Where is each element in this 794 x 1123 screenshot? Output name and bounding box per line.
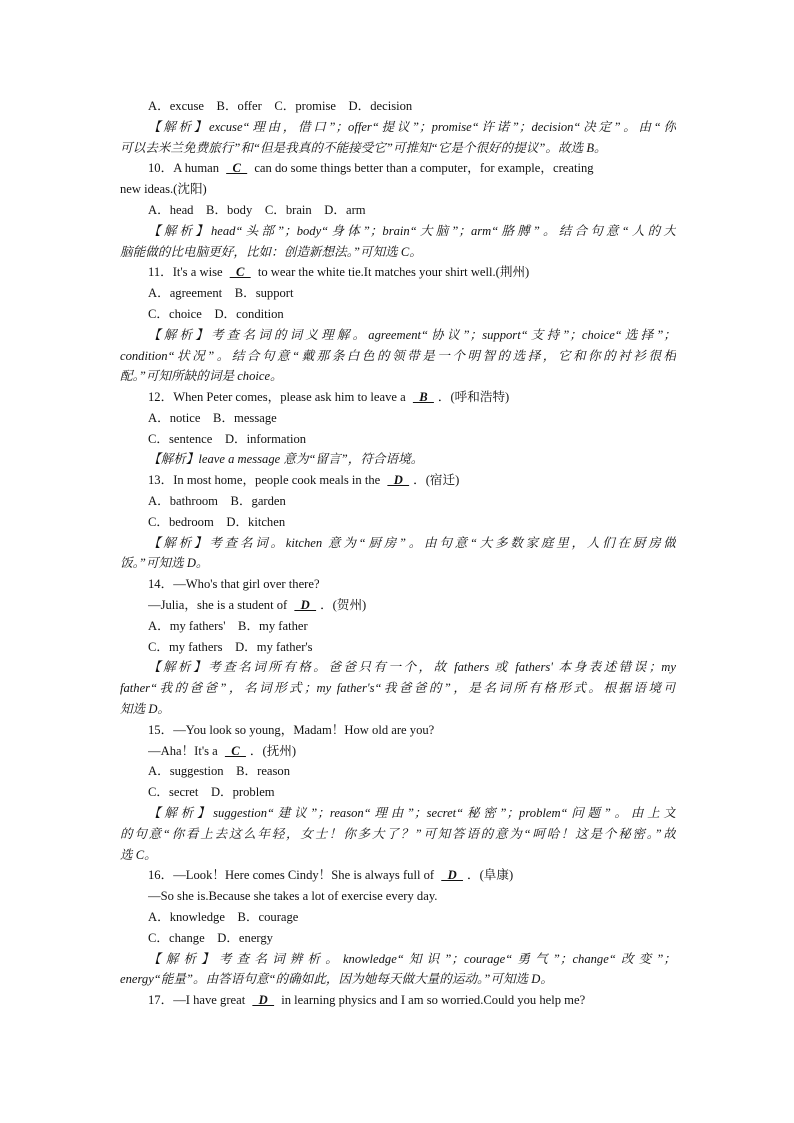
q15-answer-blank: C [224,744,246,758]
q12-analysis: 【解析】leave a message 意为“留言”，符合语境。 [148,452,424,466]
q11-answer-blank: C [229,265,251,279]
q12-answer-blank: B [412,390,434,404]
q17-post: in learning physics and I am so worried.Could you help me? [278,993,586,1007]
q16-pre: 16．—Look！Here comes Cindy！She is always full of [148,868,438,882]
q13-options-cd: C．bedroom D．kitchen [148,515,286,529]
q15-question: 15．—You look so young，Madam！How old are you? [148,723,435,737]
q13-post: ．(宿迁) [413,473,460,487]
q16-reply: —So she is.Because she takes a lot of exercise every day. [148,889,438,903]
q15-options-cd: C．secret D．problem [148,785,275,799]
q10-answer-blank: C [226,161,248,175]
q9-options: A．excuse B．offer C．promise D．decision [148,99,413,113]
q15-analysis-line-3: 选 C。 [120,848,157,862]
q15-options-ab: A．suggestion B．reason [148,764,291,778]
q10-pre: 10．A human [148,161,223,175]
q10-question [148,158,676,179]
q12-post: ．(呼和浩特) [437,390,510,404]
q9-analysis-line-1: 【解析】excuse“理由，借口”；offer“提议”；promise“许诺”；decision“决定”。由“你 [148,120,676,134]
q16-answer-blank: D [441,868,463,882]
q11-question [148,262,676,283]
q15-pre: —Aha！It's a [148,744,221,758]
q16-analysis-line-2: energy“能量”。由答语句意“的确如此，因为她每天做大量的运动。”可知选 D。 [120,972,553,986]
q17-pre: 17．—I have great [148,993,249,1007]
q16-options-ab: A．knowledge B．courage [148,910,299,924]
q13-question [148,470,676,491]
q11-analysis-line-2: condition“状况”。结合句意“戴那条白色的领带是一个明智的选择，它和你的衬衫很相 [120,349,676,363]
q11-options-ab: A．agreement B．support [148,286,294,300]
q13-pre: 13．In most home，people cook meals in the [148,473,384,487]
q10-analysis-line-2: 脑能做的比电脑更好，比如：创造新想法。”可知选 C。 [120,245,422,259]
q14-analysis-line-2: father“我的爸爸”，名词形式；my father's“我爸爸的”，是名词所有格形式。根据语境可 [120,681,676,695]
q13-answer-blank: D [387,473,410,487]
q12-pre: 12．When Peter comes，please ask him to leave a [148,390,409,404]
q17-question [148,990,676,1011]
q17-answer-blank: D [252,993,275,1007]
q14-options-ab: A．my fathers' B．my father [148,619,308,633]
q14-pre: —Julia，she is a student of [148,598,291,612]
q13-analysis-line-2: 饭。”可知选 D。 [120,556,209,570]
q12-question [148,387,676,408]
q16-post: ．(阜康) [466,868,514,882]
q10-analysis-line-1: 【解析】head“头部”；body“身体”；brain“大脑”；arm“胳膊”。结合句意“人的大 [148,224,676,238]
q16-options-cd: C．change D．energy [148,931,273,945]
q14-answer-line [148,595,676,616]
q14-answer-blank: D [294,598,317,612]
q11-analysis-line-1: 【解析】考查名词的词义理解。agreement“协议”；support“支持”；choice“选择”； [148,328,676,342]
q12-options-ab: A．notice B．message [148,411,277,425]
q14-analysis-line-3: 知选 D。 [120,702,171,716]
q10-question-cont: new ideas.(沈阳) [120,182,207,196]
q16-analysis-line-1: 【解析】考查名词辨析。knowledge“知识”；courage“勇气”；change“改变”； [148,952,676,966]
q11-post: to wear the white tie.It matches your shirt well.(荆州) [254,265,530,279]
q14-post: ．(贺州) [320,598,367,612]
q10-options: A．head B．body C．brain D．arm [148,203,366,217]
q13-options-ab: A．bathroom B．garden [148,494,286,508]
q15-post: ．(抚州) [249,744,297,758]
q11-pre: 11．It's a wise [148,265,226,279]
q16-question [148,865,676,886]
q14-analysis-line-1: 【解析】考查名词所有格。爸爸只有一个，故 fathers 或 fathers' 本身表述错误；my [148,660,676,674]
q13-analysis-line-1: 【解析】考查名词。kitchen 意为“厨房”。由句意“大多数家庭里，人们在厨房做 [148,536,676,550]
q11-analysis-line-3: 配。”可知所缺的词是 choice。 [120,369,283,383]
q15-answer-line [148,741,676,762]
q10-post: can do some things better than a computer，for example，creating [251,161,594,175]
q15-analysis-line-1: 【解析】suggestion“建议”；reason“理由”；secret“秘密”；problem“问题”。由上文 [148,806,676,820]
q15-analysis-line-2: 的句意“你看上去这么年轻，女士！你多大了？”可知答语的意为“呵哈！这是个秘密。”故 [120,827,676,841]
q14-question: 14．—Who's that girl over there? [148,577,320,591]
q9-analysis-line-2: 可以去米兰免费旅行”和“但是我真的不能接受它”可推知“它是个很好的提议”。故选 B。 [120,141,607,155]
q14-options-cd: C．my fathers D．my father's [148,640,313,654]
q11-options-cd: C．choice D．condition [148,307,284,321]
q12-options-cd: C．sentence D．information [148,432,307,446]
